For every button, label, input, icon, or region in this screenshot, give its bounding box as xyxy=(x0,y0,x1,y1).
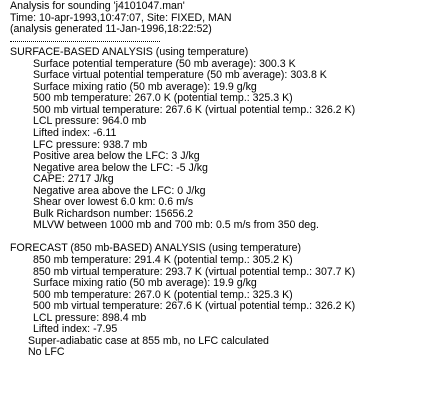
surface-line: MLVW between 1000 mb and 700 mb: 0.5 m/s from 350 deg. xyxy=(33,219,319,232)
forecast-line: 500 mb temperature: 267.0 K (potential temp.: 325.3 K) xyxy=(33,288,293,301)
surface-line: Lifted index: -6.11 xyxy=(33,127,117,140)
surface-line: Positive area below the LFC: 3 J/kg xyxy=(33,150,200,163)
forecast-line: LCL pressure: 898.4 mb xyxy=(33,311,147,324)
surface-section-heading: SURFACE-BASED ANALYSIS (using temperature) xyxy=(10,46,249,59)
surface-line: Shear over lowest 6.0 km: 0.6 m/s xyxy=(33,196,194,209)
report-title: Analysis for sounding 'j4101047.man' xyxy=(10,0,185,12)
forecast-line: 500 mb virtual temperature: 267.6 K (virtual potential temp.: 326.2 K) xyxy=(33,300,356,313)
header-divider xyxy=(10,36,442,48)
surface-line: Surface mixing ratio (50 mb average): 19.9 g/kg xyxy=(33,80,257,93)
report-generated: (analysis generated 11-Jan-1996,18:22:52) xyxy=(10,23,212,36)
forecast-line: 850 mb virtual temperature: 293.7 K (virtual potential temp.: 307.7 K) xyxy=(33,265,356,278)
surface-line: LFC pressure: 938.7 mb xyxy=(33,138,148,151)
forecast-line: 850 mb temperature: 291.4 K (potential temp.: 305.2 K) xyxy=(33,254,293,267)
forecast-line: Lifted index: -7.95 xyxy=(33,323,118,336)
surface-line: CAPE: 2717 J/kg xyxy=(33,173,114,186)
forecast-note: No LFC xyxy=(28,346,65,359)
surface-line: 500 mb temperature: 267.0 K (potential temp.: 325.3 K) xyxy=(33,92,293,105)
sounding-analysis-report xyxy=(10,1,442,359)
forecast-note: Super-adiabatic case at 855 mb, no LFC calculated xyxy=(28,334,269,347)
surface-line: Negative area below the LFC: -5 J/kg xyxy=(33,161,208,174)
surface-line: Negative area above the LFC: 0 J/kg xyxy=(33,184,206,197)
surface-line: Surface potential temperature (50 mb average): 300.3 K xyxy=(33,57,296,70)
surface-line: 500 mb virtual temperature: 267.6 K (virtual potential temp.: 326.2 K) xyxy=(33,103,356,116)
forecast-line: Surface mixing ratio (50 mb average): 19.9 g/kg xyxy=(33,277,257,290)
report-time-site: Time: 10-apr-1993,10:47:07, Site: FIXED, MAN xyxy=(10,11,232,24)
surface-line: Surface virtual potential temperature (50 mb average): 303.8 K xyxy=(33,69,327,82)
forecast-section-heading: FORECAST (850 mb-BASED) ANALYSIS (using temperature) xyxy=(10,242,302,255)
surface-line: Bulk Richardson number: 15656.2 xyxy=(33,207,194,220)
surface-line: LCL pressure: 964.0 mb xyxy=(33,115,147,128)
